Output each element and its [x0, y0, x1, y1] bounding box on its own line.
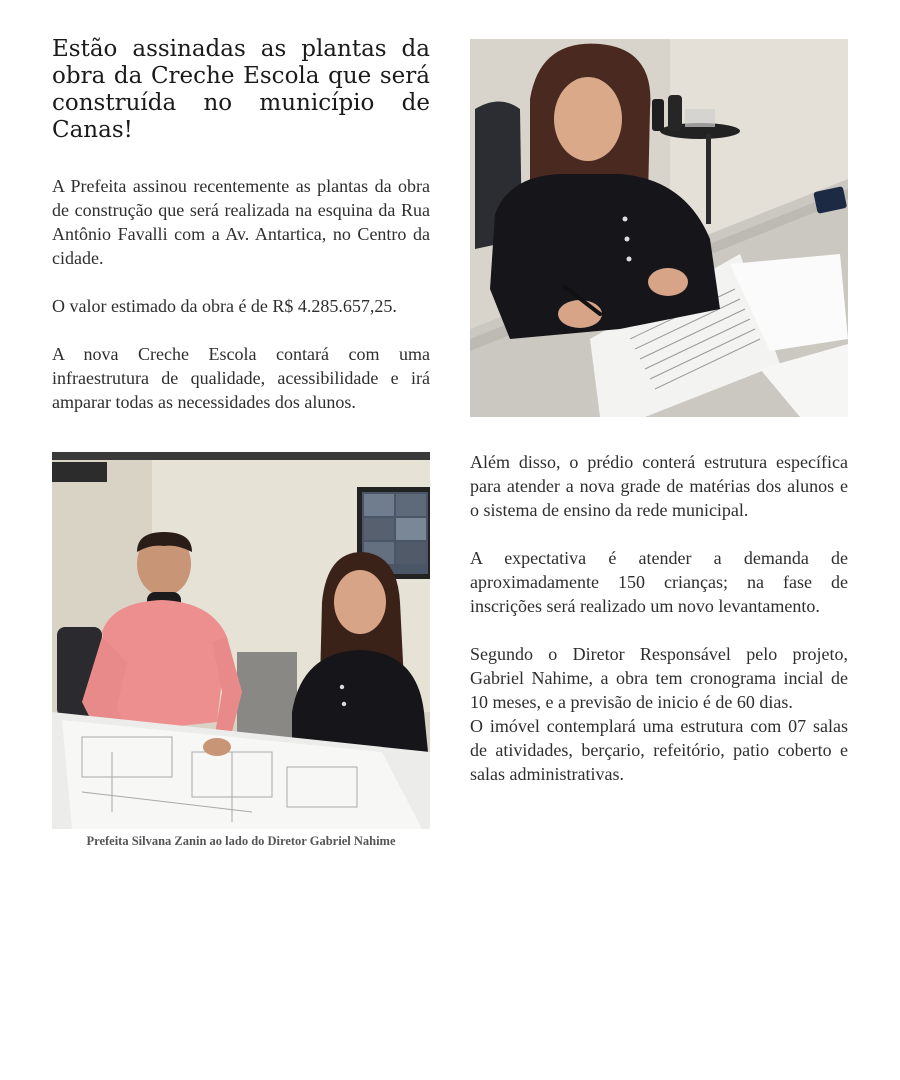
paragraph-demand: A expectativa é atender a demanda de aproximadamente 150 crianças; na fase de inscrições será realizado um novo levantamento.: [470, 548, 848, 616]
paragraph-infrastructure: A nova Creche Escola contará com uma infraestrutura de qualidade, acessibilidade e irá amparar todas as necessidades dos alunos.: [52, 344, 430, 412]
paragraph-signing: A Prefeita assinou recentemente as plantas da obra de construção que será realizada na esquina da Rua Antônio Favalli com a Av. Antartica, no Centro da cidade.: [52, 176, 430, 268]
paragraph-rooms: O imóvel contemplará uma estrutura com 07 salas de atividades, berçario, refeitório, patio coberto e salas administrativas.: [470, 716, 848, 784]
photo-mayor-signing-illustration: [470, 39, 848, 417]
right-text-column: [470, 450, 848, 786]
left-text-column: [52, 174, 430, 414]
paragraph-schedule: Segundo o Diretor Responsável pelo projeto, Gabriel Nahime, a obra tem cronograma incial de 10 meses, e a previsão de inicio é de 60 dias.: [470, 644, 848, 712]
photo-mayor-and-director-illustration: [52, 452, 430, 829]
paragraph-cost: O valor estimado da obra é de R$ 4.285.657,25.: [52, 296, 397, 316]
photo-mayor-signing: [470, 39, 848, 417]
photo-caption: Prefeita Silvana Zanin ao lado do Diretor Gabriel Nahime: [86, 834, 396, 848]
photo-mayor-and-director: [52, 452, 430, 829]
article-headline: Estão assinadas as plantas da obra da Creche Escola que será construída no município de Canas!: [52, 36, 430, 143]
paragraph-structure: Além disso, o prédio conterá estrutura específica para atender a nova grade de matérias dos alunos e o sistema de ensino da rede municipal.: [470, 452, 848, 520]
